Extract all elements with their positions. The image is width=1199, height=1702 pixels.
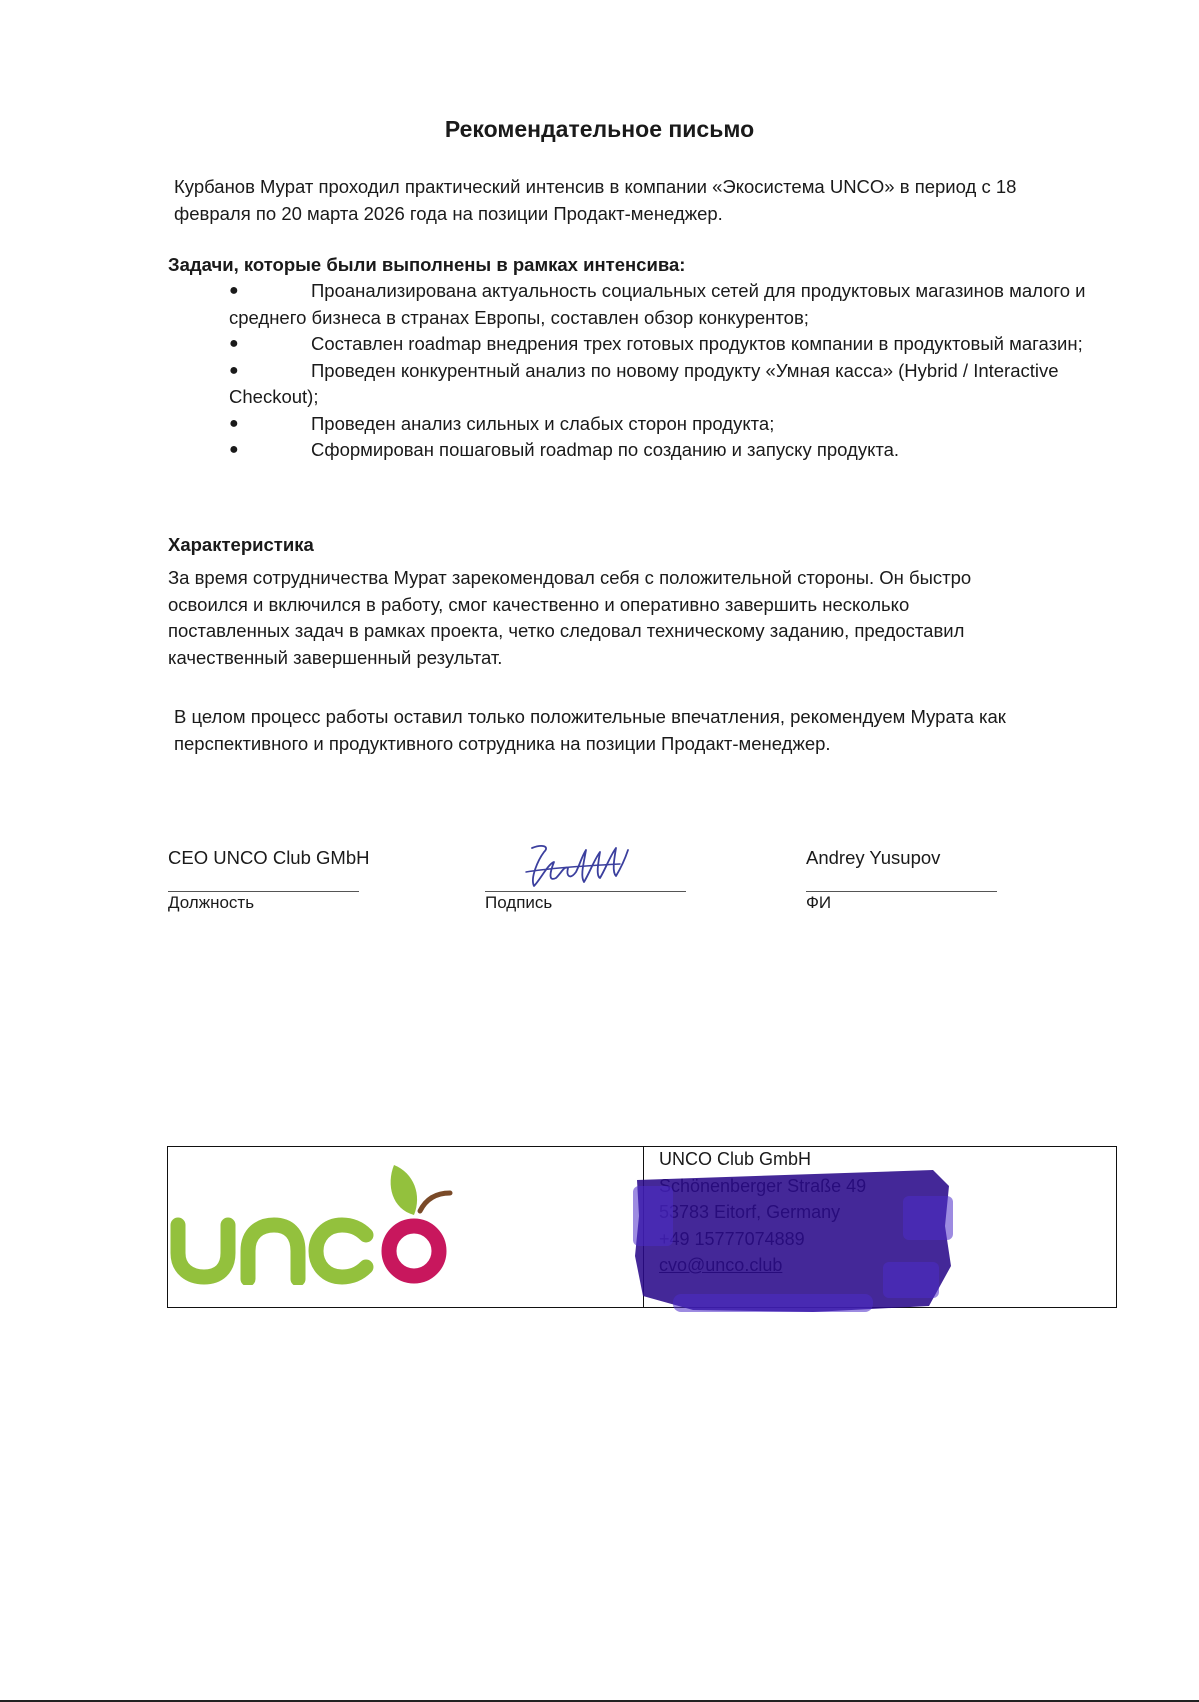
list-item: [229, 437, 1109, 464]
letter-title: Рекомендательное письмо: [444, 116, 755, 142]
task-text: Сформирован пошаговый roadmap по созданию и запуску продукта.: [311, 439, 900, 460]
intro-line: февраля по 20 марта 2026 года на позиции Продакт-менеджер.: [174, 202, 723, 224]
footer-company: UNCO Club GmbH: [659, 1149, 812, 1169]
intro-paragraph: [174, 174, 1134, 227]
list-item: [229, 331, 1109, 358]
list-item: [229, 411, 1109, 438]
tasks-list: [229, 278, 1109, 464]
signature-caption: Подпись: [485, 893, 553, 912]
tasks-heading: Задачи, которые были выполнены в рамках интенсива:: [168, 254, 686, 275]
task-text: Составлен roadmap внедрения трех готовых продуктов компании в продуктовый магазин;: [311, 333, 1083, 354]
name-line: [806, 891, 997, 892]
position-caption: Должность: [168, 893, 255, 912]
position-value: CEO UNCO Club GMbH: [168, 847, 370, 868]
conclusion-line: перспективного и продуктивного сотрудника на позиции Продакт-менеджер.: [174, 732, 831, 754]
task-text: Проанализирована актуальность социальных сетей для продуктовых магазинов малого и среднего бизнеса в странах Европы, составлен обзор конкурентов;: [229, 280, 1086, 328]
list-item: [229, 278, 1109, 331]
name-caption: ФИ: [806, 893, 832, 912]
redaction-mark: [633, 1166, 953, 1314]
intro-line: Курбанов Мурат проходил практический интенсив в компании «Экосистема UNCO» в период с 18: [174, 176, 1017, 197]
name-value: Andrey Yusupov: [806, 847, 941, 868]
position-line: [168, 891, 359, 892]
bullet-icon: ●: [229, 414, 239, 432]
bullet-icon: ●: [229, 282, 239, 299]
conclusion-line: В целом процесс работы оставил только положительные впечатления, рекомендуем Мурата как: [174, 706, 1006, 727]
conclusion-paragraph: [174, 704, 1134, 757]
bullet-icon: ●: [229, 441, 239, 458]
bullet-icon: ●: [229, 361, 239, 379]
signature-line: [485, 891, 686, 892]
characteristic-line: качественный завершенный результат.: [168, 646, 503, 668]
characteristic-line: поставленных задач в рамках проекта, четко следовал техническому заданию, предоставил: [168, 620, 965, 641]
characteristic-line: За время сотрудничества Мурат зарекомендовал себя с положительной стороны. Он быстро: [168, 567, 972, 588]
list-item: [229, 358, 1109, 411]
handwritten-signature: [520, 842, 640, 896]
characteristic-heading: Характеристика: [168, 534, 314, 555]
task-text: Проведен анализ сильных и слабых сторон продукта;: [311, 412, 775, 434]
characteristic-paragraph: [168, 565, 1128, 671]
bullet-icon: ●: [229, 335, 239, 352]
characteristic-line: освоился и включился в работу, смог качественно и оперативно завершить несколько: [168, 593, 910, 615]
task-text: Проведен конкурентный анализ по новому продукту «Умная касса» (Hybrid / Interactive Checkout);: [229, 359, 1059, 407]
unco-logo: [170, 1155, 470, 1285]
